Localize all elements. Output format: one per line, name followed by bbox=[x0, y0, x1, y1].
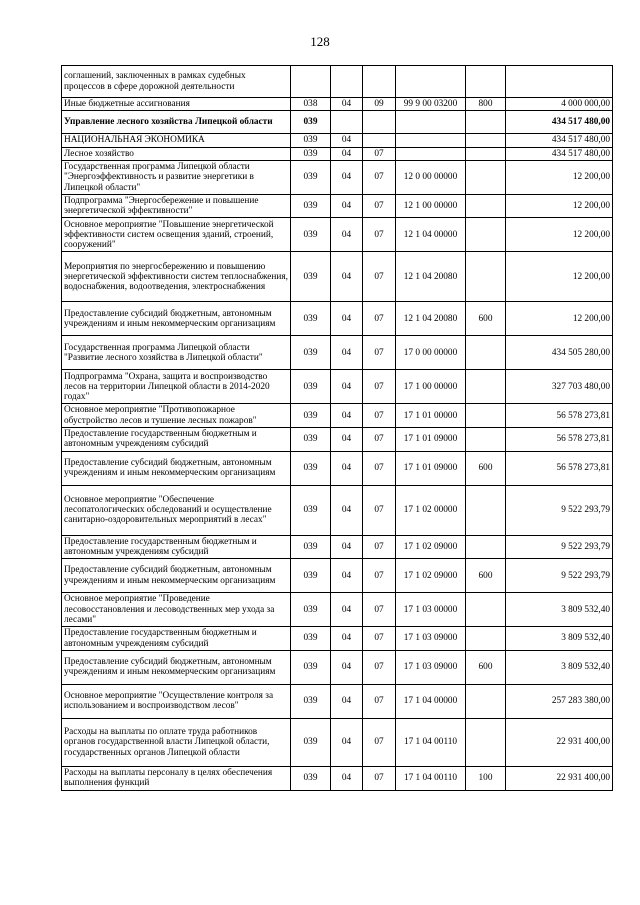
section-code-cell: 04 bbox=[331, 336, 363, 370]
section-code-cell: 04 bbox=[331, 485, 363, 535]
table-row bbox=[62, 302, 613, 336]
expense-type-cell: 800 bbox=[466, 98, 506, 111]
row-name-cell: Управление лесного хозяйства Липецкой области bbox=[62, 111, 291, 134]
subsection-code-cell: 07 bbox=[363, 559, 396, 593]
row-name-cell: Государственная программа Липецкой области "Энергоэффективность и развитие энергетики в Липецкой области" bbox=[62, 160, 291, 194]
section-code-cell: 04 bbox=[331, 252, 363, 302]
section-code-cell: 04 bbox=[331, 684, 363, 718]
subsection-code-cell: 07 bbox=[363, 627, 396, 651]
row-name-cell: соглашений, заключенных в рамках судебных процессов в сфере дорожной деятельности bbox=[62, 66, 291, 98]
amount-cell: 56 578 273,81 bbox=[506, 451, 613, 485]
expense-type-cell: 600 bbox=[466, 559, 506, 593]
expense-type-cell bbox=[466, 336, 506, 370]
section-code-cell: 04 bbox=[331, 98, 363, 111]
row-name-cell: НАЦИОНАЛЬНАЯ ЭКОНОМИКА bbox=[62, 134, 291, 147]
row-name-cell: Предоставление субсидий бюджетным, автономным учреждениям и иным некоммерческим организациям bbox=[62, 559, 291, 593]
amount-cell: 327 703 480,00 bbox=[506, 370, 613, 404]
target-article-cell: 12 1 04 20080 bbox=[396, 252, 466, 302]
ved-code-cell: 039 bbox=[291, 485, 331, 535]
target-article-cell: 17 1 03 09000 bbox=[396, 627, 466, 651]
ved-code-cell: 039 bbox=[291, 302, 331, 336]
ved-code-cell: 039 bbox=[291, 593, 331, 627]
section-code-cell bbox=[331, 111, 363, 134]
expense-type-cell bbox=[466, 147, 506, 160]
table-row bbox=[62, 428, 613, 452]
expense-type-cell bbox=[466, 404, 506, 428]
amount-cell: 9 522 293,79 bbox=[506, 559, 613, 593]
section-code-cell: 04 bbox=[331, 593, 363, 627]
expense-type-cell bbox=[466, 485, 506, 535]
expense-type-cell bbox=[466, 218, 506, 252]
expense-type-cell bbox=[466, 370, 506, 404]
ved-code-cell: 039 bbox=[291, 766, 331, 790]
table-row bbox=[62, 194, 613, 218]
expense-type-cell bbox=[466, 627, 506, 651]
table-row bbox=[62, 593, 613, 627]
row-name-cell: Подпрограмма "Охрана, защита и воспроизводство лесов на территории Липецкой области в 2014-2020 годах" bbox=[62, 370, 291, 404]
ved-code-cell: 039 bbox=[291, 718, 331, 766]
target-article-cell: 12 1 04 20080 bbox=[396, 302, 466, 336]
section-code-cell: 04 bbox=[331, 428, 363, 452]
target-article-cell: 99 9 00 03200 bbox=[396, 98, 466, 111]
table-row bbox=[62, 134, 613, 147]
section-code-cell: 04 bbox=[331, 302, 363, 336]
row-name-cell: Основное мероприятие "Осуществление контроля за использованием и воспроизводством лесов" bbox=[62, 684, 291, 718]
subsection-code-cell: 07 bbox=[363, 766, 396, 790]
ved-code-cell: 039 bbox=[291, 134, 331, 147]
row-name-cell: Основное мероприятие "Противопожарное обустройство лесов и тушение лесных пожаров" bbox=[62, 404, 291, 428]
subsection-code-cell bbox=[363, 134, 396, 147]
expense-type-cell bbox=[466, 593, 506, 627]
subsection-code-cell: 07 bbox=[363, 194, 396, 218]
amount-cell: 22 931 400,00 bbox=[506, 718, 613, 766]
section-code-cell: 04 bbox=[331, 451, 363, 485]
subsection-code-cell: 07 bbox=[363, 252, 396, 302]
amount-cell: 56 578 273,81 bbox=[506, 428, 613, 452]
table-row bbox=[62, 336, 613, 370]
amount-cell: 434 517 480,00 bbox=[506, 134, 613, 147]
target-article-cell: 17 1 01 00000 bbox=[396, 404, 466, 428]
subsection-code-cell: 07 bbox=[363, 160, 396, 194]
section-code-cell: 04 bbox=[331, 559, 363, 593]
target-article-cell: 17 1 04 00000 bbox=[396, 684, 466, 718]
amount-cell: 12 200,00 bbox=[506, 160, 613, 194]
target-article-cell: 17 1 01 09000 bbox=[396, 428, 466, 452]
ved-code-cell: 039 bbox=[291, 218, 331, 252]
section-code-cell: 04 bbox=[331, 194, 363, 218]
target-article-cell bbox=[396, 111, 466, 134]
row-name-cell: Государственная программа Липецкой области "Развитие лесного хозяйства в Липецкой области" bbox=[62, 336, 291, 370]
ved-code-cell: 039 bbox=[291, 160, 331, 194]
table-row bbox=[62, 535, 613, 559]
row-name-cell: Расходы на выплаты по оплате труда работников органов государственной власти Липецкой области, государственных органов Липецкой области bbox=[62, 718, 291, 766]
expense-type-cell bbox=[466, 684, 506, 718]
amount-cell: 434 517 480,00 bbox=[506, 147, 613, 160]
expense-type-cell: 100 bbox=[466, 766, 506, 790]
row-name-cell: Предоставление субсидий бюджетным, автономным учреждениям и иным некоммерческим организациям bbox=[62, 302, 291, 336]
subsection-code-cell: 07 bbox=[363, 535, 396, 559]
table-row bbox=[62, 451, 613, 485]
ved-code-cell: 039 bbox=[291, 559, 331, 593]
section-code-cell: 04 bbox=[331, 370, 363, 404]
expense-type-cell bbox=[466, 160, 506, 194]
amount-cell: 12 200,00 bbox=[506, 218, 613, 252]
amount-cell bbox=[506, 66, 613, 98]
subsection-code-cell: 07 bbox=[363, 404, 396, 428]
ved-code-cell: 039 bbox=[291, 535, 331, 559]
subsection-code-cell: 07 bbox=[363, 650, 396, 684]
amount-cell: 3 809 532,40 bbox=[506, 627, 613, 651]
target-article-cell bbox=[396, 147, 466, 160]
ved-code-cell: 039 bbox=[291, 147, 331, 160]
table-row bbox=[62, 66, 613, 98]
row-name-cell: Основное мероприятие "Повышение энергетической эффективности систем освещения зданий, строений, сооружений" bbox=[62, 218, 291, 252]
target-article-cell: 17 1 02 09000 bbox=[396, 535, 466, 559]
subsection-code-cell: 09 bbox=[363, 98, 396, 111]
expense-type-cell bbox=[466, 134, 506, 147]
target-article-cell: 12 1 04 00000 bbox=[396, 218, 466, 252]
expense-type-cell: 600 bbox=[466, 451, 506, 485]
section-code-cell: 04 bbox=[331, 134, 363, 147]
target-article-cell: 17 1 00 00000 bbox=[396, 370, 466, 404]
table-row bbox=[62, 718, 613, 766]
table-row bbox=[62, 404, 613, 428]
amount-cell: 4 000 000,00 bbox=[506, 98, 613, 111]
row-name-cell: Предоставление субсидий бюджетным, автономным учреждениям и иным некоммерческим организациям bbox=[62, 451, 291, 485]
amount-cell: 12 200,00 bbox=[506, 252, 613, 302]
amount-cell: 9 522 293,79 bbox=[506, 535, 613, 559]
row-name-cell: Предоставление государственным бюджетным и автономным учреждениям субсидий bbox=[62, 627, 291, 651]
ved-code-cell bbox=[291, 66, 331, 98]
subsection-code-cell: 07 bbox=[363, 451, 396, 485]
ved-code-cell: 039 bbox=[291, 370, 331, 404]
ved-code-cell: 039 bbox=[291, 336, 331, 370]
table-row bbox=[62, 627, 613, 651]
table-row bbox=[62, 252, 613, 302]
section-code-cell: 04 bbox=[331, 650, 363, 684]
section-code-cell: 04 bbox=[331, 627, 363, 651]
budget-table-body bbox=[62, 66, 613, 791]
table-row bbox=[62, 147, 613, 160]
amount-cell: 12 200,00 bbox=[506, 194, 613, 218]
row-name-cell: Предоставление государственным бюджетным и автономным учреждениям субсидий bbox=[62, 535, 291, 559]
section-code-cell bbox=[331, 66, 363, 98]
row-name-cell: Основное мероприятие "Обеспечение лесопатологических обследований и осуществление санитарно-оздоровительных мероприятий в лесах" bbox=[62, 485, 291, 535]
table-row bbox=[62, 559, 613, 593]
table-row bbox=[62, 370, 613, 404]
table-row bbox=[62, 650, 613, 684]
subsection-code-cell: 07 bbox=[363, 485, 396, 535]
section-code-cell: 04 bbox=[331, 404, 363, 428]
amount-cell: 56 578 273,81 bbox=[506, 404, 613, 428]
target-article-cell: 17 1 04 00110 bbox=[396, 766, 466, 790]
table-row bbox=[62, 98, 613, 111]
ved-code-cell: 039 bbox=[291, 684, 331, 718]
section-code-cell: 04 bbox=[331, 147, 363, 160]
amount-cell: 9 522 293,79 bbox=[506, 485, 613, 535]
ved-code-cell: 039 bbox=[291, 428, 331, 452]
ved-code-cell: 039 bbox=[291, 404, 331, 428]
target-article-cell: 12 0 00 00000 bbox=[396, 160, 466, 194]
section-code-cell: 04 bbox=[331, 218, 363, 252]
ved-code-cell: 039 bbox=[291, 627, 331, 651]
table-row bbox=[62, 684, 613, 718]
amount-cell: 3 809 532,40 bbox=[506, 593, 613, 627]
amount-cell: 434 517 480,00 bbox=[506, 111, 613, 134]
subsection-code-cell bbox=[363, 111, 396, 134]
ved-code-cell: 039 bbox=[291, 111, 331, 134]
target-article-cell: 17 1 04 00110 bbox=[396, 718, 466, 766]
target-article-cell: 17 1 03 00000 bbox=[396, 593, 466, 627]
expense-type-cell: 600 bbox=[466, 650, 506, 684]
section-code-cell: 04 bbox=[331, 160, 363, 194]
subsection-code-cell: 07 bbox=[363, 370, 396, 404]
amount-cell: 434 505 280,00 bbox=[506, 336, 613, 370]
expense-type-cell bbox=[466, 718, 506, 766]
target-article-cell: 17 1 02 09000 bbox=[396, 559, 466, 593]
expense-type-cell bbox=[466, 428, 506, 452]
row-name-cell: Подпрограмма "Энергосбережение и повышение энергетической эффективности" bbox=[62, 194, 291, 218]
ved-code-cell: 039 bbox=[291, 451, 331, 485]
amount-cell: 257 283 380,00 bbox=[506, 684, 613, 718]
row-name-cell: Основное мероприятие "Проведение лесовосстановления и лесоводственных мер ухода за лесами" bbox=[62, 593, 291, 627]
subsection-code-cell: 07 bbox=[363, 218, 396, 252]
target-article-cell: 17 1 01 09000 bbox=[396, 451, 466, 485]
expense-type-cell bbox=[466, 194, 506, 218]
row-name-cell: Лесное хозяйство bbox=[62, 147, 291, 160]
section-code-cell: 04 bbox=[331, 718, 363, 766]
subsection-code-cell: 07 bbox=[363, 147, 396, 160]
target-article-cell: 12 1 00 00000 bbox=[396, 194, 466, 218]
subsection-code-cell bbox=[363, 66, 396, 98]
target-article-cell bbox=[396, 134, 466, 147]
target-article-cell bbox=[396, 66, 466, 98]
row-name-cell: Мероприятия по энергосбережению и повышению энергетической эффективности систем теплоснабжения, водоснабжения, водоотведения, электроснабжения bbox=[62, 252, 291, 302]
expense-type-cell bbox=[466, 252, 506, 302]
section-code-cell: 04 bbox=[331, 535, 363, 559]
budget-table bbox=[61, 65, 613, 791]
ved-code-cell: 038 bbox=[291, 98, 331, 111]
page-number: 128 bbox=[310, 34, 330, 49]
expense-type-cell: 600 bbox=[466, 302, 506, 336]
row-name-cell: Расходы на выплаты персоналу в целях обеспечения выполнения функций bbox=[62, 766, 291, 790]
target-article-cell: 17 0 00 00000 bbox=[396, 336, 466, 370]
target-article-cell: 17 1 03 09000 bbox=[396, 650, 466, 684]
subsection-code-cell: 07 bbox=[363, 428, 396, 452]
ved-code-cell: 039 bbox=[291, 194, 331, 218]
table-row bbox=[62, 160, 613, 194]
amount-cell: 3 809 532,40 bbox=[506, 650, 613, 684]
table-row bbox=[62, 218, 613, 252]
expense-type-cell bbox=[466, 535, 506, 559]
target-article-cell: 17 1 02 00000 bbox=[396, 485, 466, 535]
ved-code-cell: 039 bbox=[291, 252, 331, 302]
row-name-cell: Иные бюджетные ассигнования bbox=[62, 98, 291, 111]
ved-code-cell: 039 bbox=[291, 650, 331, 684]
subsection-code-cell: 07 bbox=[363, 302, 396, 336]
expense-type-cell bbox=[466, 111, 506, 134]
subsection-code-cell: 07 bbox=[363, 684, 396, 718]
row-name-cell: Предоставление государственным бюджетным и автономным учреждениям субсидий bbox=[62, 428, 291, 452]
amount-cell: 22 931 400,00 bbox=[506, 766, 613, 790]
table-row bbox=[62, 485, 613, 535]
table-row bbox=[62, 766, 613, 790]
table-row bbox=[62, 111, 613, 134]
section-code-cell: 04 bbox=[331, 766, 363, 790]
subsection-code-cell: 07 bbox=[363, 336, 396, 370]
subsection-code-cell: 07 bbox=[363, 593, 396, 627]
amount-cell: 12 200,00 bbox=[506, 302, 613, 336]
row-name-cell: Предоставление субсидий бюджетным, автономным учреждениям и иным некоммерческим организациям bbox=[62, 650, 291, 684]
expense-type-cell bbox=[466, 66, 506, 98]
subsection-code-cell: 07 bbox=[363, 718, 396, 766]
